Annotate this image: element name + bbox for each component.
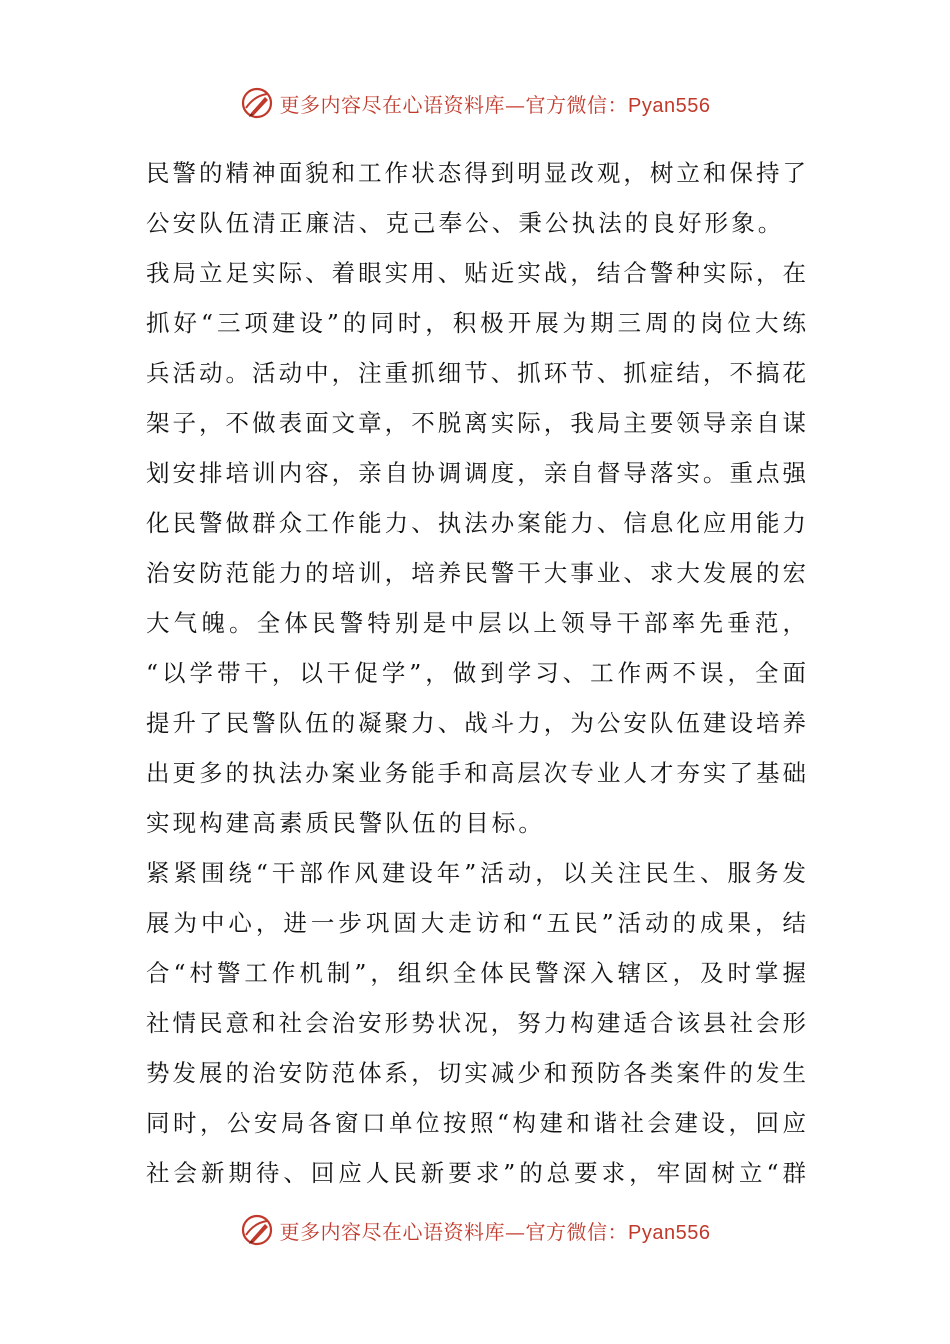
text-line: 我局立足实际、着眼实用、贴近实战，结合警种实际，在: [146, 259, 806, 287]
footer-banner-text: 更多内容尽在心语资料库—官方微信：Pyan556: [279, 1219, 711, 1244]
document-body: [146, 148, 806, 1198]
text-line: 抓好“三项建设”的同时，积极开展为期三周的岗位大练: [146, 309, 806, 337]
text-line: 合“村警工作机制”，组织全体民警深入辖区，及时掌握: [146, 959, 806, 987]
text-line: 大气魄。全体民警特别是中层以上领导干部率先垂范，: [146, 609, 806, 637]
text-line: 兵活动。活动中，注重抓细节、抓环节、抓症结，不搞花: [146, 359, 806, 387]
footer-banner: [0, 1210, 950, 1250]
text-line: 划安排培训内容，亲自协调调度，亲自督导落实。重点强: [146, 459, 806, 487]
header-banner-text: 更多内容尽在心语资料库—官方微信：Pyan556: [279, 92, 711, 117]
header-wechat-id: Pyan556: [628, 94, 711, 117]
text-line: 紧紧围绕“干部作风建设年”活动，以关注民生、服务发: [146, 859, 806, 887]
pen-logo-icon: [240, 1213, 274, 1247]
pen-logo-icon: [240, 86, 274, 120]
text-line: 展为中心，进一步巩固大走访和“五民”活动的成果，结: [146, 909, 806, 937]
footer-banner-inner: [240, 1213, 711, 1247]
text-line: 实现构建高素质民警队伍的目标。: [146, 809, 545, 837]
header-banner: [0, 83, 950, 123]
text-line: 出更多的执法办案业务能手和高层次专业人才夯实了基础: [146, 759, 806, 787]
text-line: 架子，不做表面文章，不脱离实际，我局主要领导亲自谋: [146, 409, 806, 437]
text-line: 提升了民警队伍的凝聚力、战斗力，为公安队伍建设培养: [146, 709, 806, 737]
text-line: 民警的精神面貌和工作状态得到明显改观，树立和保持了: [146, 159, 806, 187]
text-line: 治安防范能力的培训，培养民警干大事业、求大发展的宏: [146, 559, 806, 587]
footer-wechat-id: Pyan556: [628, 1221, 711, 1244]
text-line: 势发展的治安防范体系，切实减少和预防各类案件的发生: [146, 1059, 806, 1087]
text-line: 社会新期待、回应人民新要求”的总要求，牢固树立“群: [146, 1159, 806, 1187]
text-line: 社情民意和社会治安形势状况，努力构建适合该县社会形: [146, 1009, 806, 1037]
header-banner-inner: [240, 86, 711, 120]
text-line: 公安队伍清正廉洁、克己奉公、秉公执法的良好形象。: [146, 209, 785, 237]
text-line: 同时，公安局各窗口单位按照“构建和谐社会建设，回应: [146, 1109, 806, 1137]
text-line: 化民警做群众工作能力、执法办案能力、信息化应用能力: [146, 509, 806, 537]
text-line: “以学带干，以干促学”，做到学习、工作两不误，全面: [146, 659, 806, 687]
